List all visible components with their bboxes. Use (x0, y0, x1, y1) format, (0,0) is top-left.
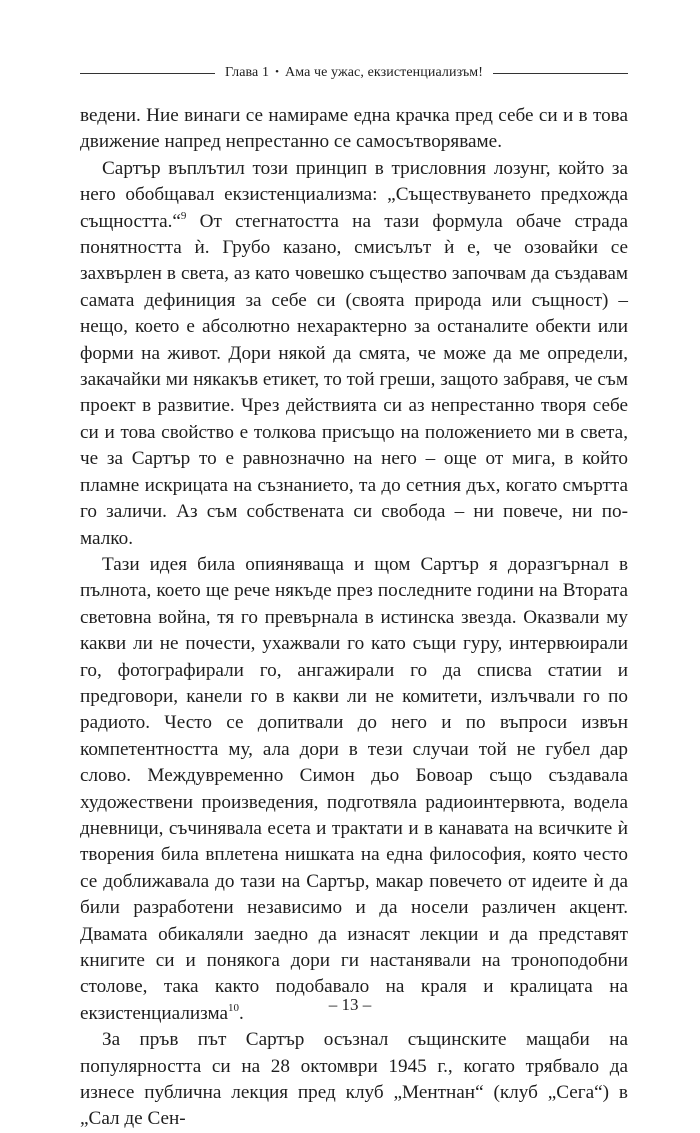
running-head-text (215, 65, 493, 81)
paragraph-2-text-b: От стегнатостта на тази формула обаче страда понятността ѝ. Грубо казано, смисълът ѝ е, че озовайки се захвърлен в света, аз като човешко същество започвам да създавам самата дефиниция за себе си (своята природа или същност) – нещо, което е абсолютно нехарактерно за останалите обекти или форми на живот. Дори някой да смята, че може да ме определи, закачайки ми някакъв етикет, то той греши, защото забравя, че съм проект в развитие. Чрез действията си аз непрестанно творя себе си и това свойство е толкова присъщо на положението ми в света, че за Сартър то е равнозначно на него – още от мига, в който пламне искрицата на съзнанието, та до сетния дъх, когато смъртта го заличи. Аз съм собствената си свобода – ни повече, ни по-малко. (80, 210, 628, 549)
chapter-title: Ама че ужас, екзистенциализъм! (285, 65, 484, 80)
paragraph-2 (80, 156, 628, 552)
running-head-rule-right (493, 73, 628, 74)
paragraph-3-text-a: Тази идея била опияняваща и щом Сартър я доразгърнал в пълнота, което ще рече някъде през последните години на Втората световна война, тя го превърнала в истинска звезда. Оказвали му какви ли не почести, ухажвали го като същи гуру, интервюирали го, фотографирали го, ангажирали го да списва статии и предговори, канели го в какви ли не комитети, излъчвали го по радиото. Често се допитвали до него и по въпроси извън компетентността му, ала дори в тези случаи той не губел дар слово. Междувременно Симон дьо Бовоар също създавала художествени произведения, подготвяла радиоинтервюта, водела дневници, съчинявала есета и трактати и в канавата на всичките ѝ творения била вплетена нишката на една философия, която често се доближавала до тази на Сартър, макар повечето от идеите ѝ да били разработени независимо и да носели различен акцент. Двамата обикаляли заедно да изнасят лекции и да представят книгите си и понякога дори ги настанявали на троноподобни столове, така както подобавало на краля и кралицата на екзистенциализма (80, 553, 628, 1024)
paragraph-3-text-b: . (239, 1002, 244, 1024)
page-number: – 13 – (328, 995, 372, 1014)
footnote-ref-10[interactable]: 10 (228, 1001, 240, 1014)
bullet-separator: • (275, 66, 280, 78)
footnote-ref-9[interactable]: 9 (180, 209, 187, 222)
paragraph-1: ведени. Ние винаги се намираме една крачка пред себе си и в това движение напред непрестанно се самосътворяваме. (80, 105, 628, 153)
chapter-label: Глава 1 (224, 65, 270, 80)
body-text (80, 103, 628, 1133)
running-head-rule-left (80, 73, 215, 74)
paragraph-3 (80, 552, 628, 1027)
paragraph-2-text-a: Сартър въплътил този принцип в трисловния лозунг, който за него обобщавал екзистенциализма: „Съществуването предхожда същността.“ (80, 157, 628, 232)
paragraph-4: За пръв път Сартър осъзнал същинските мащаби на популярността си на 28 октомври 1945 г., когато трябвало да изнесе публична лекция пред клуб „Ментнан“ (клуб „Сега“) в „Сал де Сен- (80, 1029, 628, 1130)
running-head (80, 62, 628, 84)
